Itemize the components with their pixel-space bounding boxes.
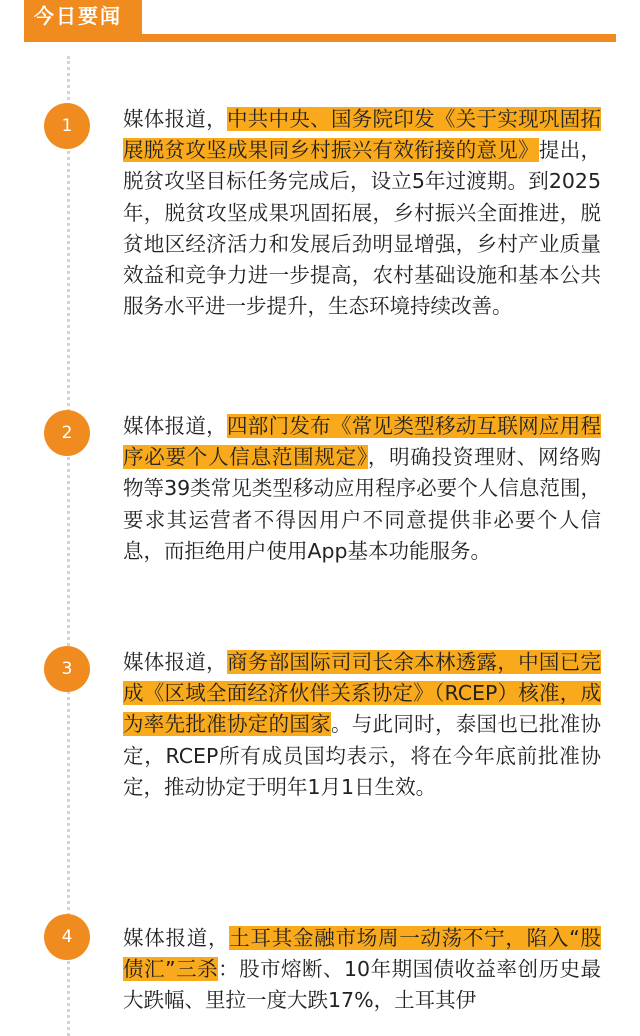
news-highlight: 中共中央、国务院印发《关于实现巩固拓展脱贫攻坚成果同乡村振兴有效衔接的意见》: [123, 107, 602, 163]
item-number-badge: 2: [44, 410, 90, 456]
timeline-line: [67, 56, 70, 1036]
news-item: [123, 104, 601, 322]
news-lead: 媒体报道，: [123, 107, 227, 131]
item-number-badge: 3: [44, 646, 90, 692]
news-lead: 媒体报道，: [123, 926, 230, 950]
item-number-badge: 1: [44, 103, 90, 149]
section-divider: [24, 34, 616, 42]
news-highlight: 土耳其金融市场周一动荡不宁，陷入“股债汇”三杀: [123, 926, 602, 982]
news-item: [123, 647, 601, 803]
news-highlight: 商务部国际司司长余本林透露，中国已完成《区域全面经济伙伴关系协定》（RCEP）核准，成为率先批准协定的国家: [123, 650, 602, 737]
news-body: ，明确投资理财、网络购物等39类常见类型移动应用程序必要个人信息范围，要求其运营者不得因用户不同意提供非必要个人信息，而拒绝用户使用App基本功能服务。: [123, 445, 602, 563]
news-lead: 媒体报道，: [123, 414, 227, 438]
item-number-badge: 4: [44, 914, 90, 960]
news-body: ：股市熔断、10年期国债收益率创历史最大跌幅、里拉一度大跌17%，土耳其伊: [123, 957, 601, 1013]
news-body: 。与此同时，泰国也已批准协定，RCEP所有成员国均表示，将在今年底前批准协定，推动协定于明年1月1日生效。: [123, 712, 602, 799]
section-title: 今日要闻: [24, 0, 142, 34]
news-body: 提出，脱贫攻坚目标任务完成后，设立5年过渡期。到2025年，脱贫攻坚成果巩固拓展，乡村振兴全面推进，脱贫地区经济活力和发展后劲明显增强，乡村产业质量效益和竞争力进一步提高，农村基础设施和基本公共服务水平进一步提升，生态环境持续改善。: [123, 138, 602, 319]
news-highlight: 四部门发布《常见类型移动互联网应用程序必要个人信息范围规定》: [123, 414, 602, 470]
news-item: [123, 411, 601, 567]
news-item: [123, 923, 601, 1017]
news-lead: 媒体报道，: [123, 650, 227, 674]
